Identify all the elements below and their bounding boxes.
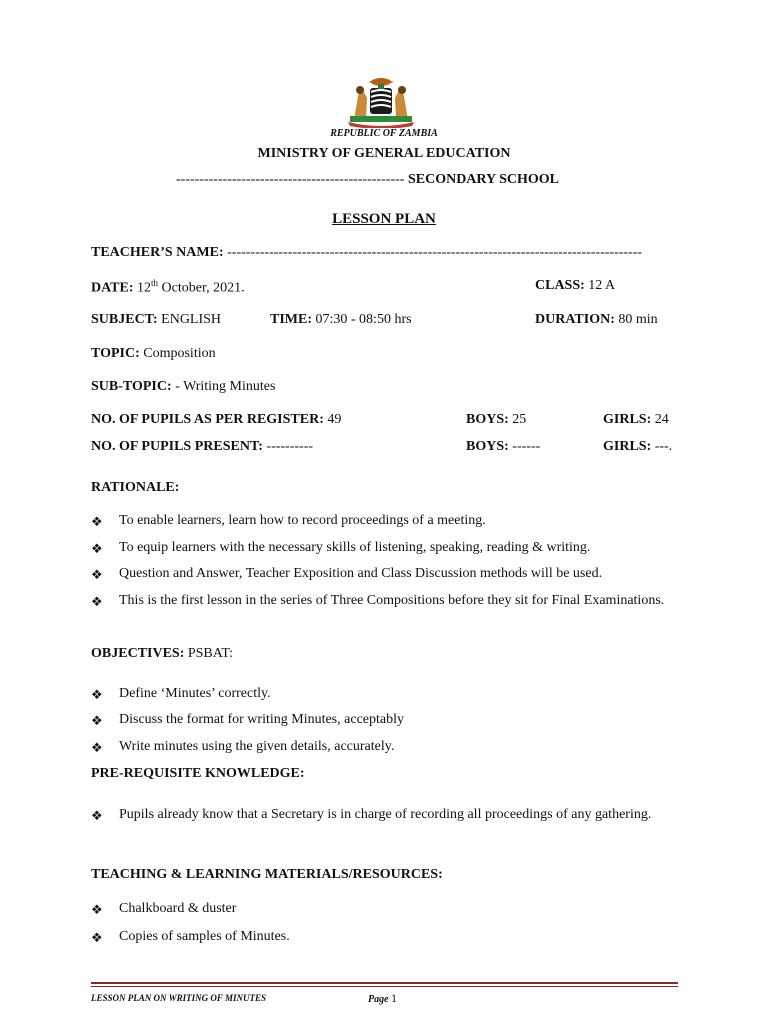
diamond-bullet-icon: ❖	[91, 902, 103, 917]
prerequisite-item: Pupils already know that a Secretary is in charge of recording all proceedings of any gathering.	[119, 807, 652, 822]
ministry-heading: MINISTRY OF GENERAL EDUCATION	[257, 146, 511, 161]
rationale-item: To enable learners, learn how to record proceedings of a meeting.	[119, 513, 486, 528]
date-field	[91, 278, 245, 297]
rationale-item: To equip learners with the necessary skills of listening, speaking, reading & writing.	[119, 540, 591, 555]
materials-heading: TEACHING & LEARNING MATERIALS/RESOURCES:	[91, 867, 443, 882]
prerequisite-heading: PRE-REQUISITE KNOWLEDGE:	[91, 766, 305, 781]
boys-register-value: 25	[512, 412, 527, 427]
date-label: DATE:	[91, 280, 134, 296]
school-name-blank: -------------------------------------------------	[176, 172, 405, 187]
objective-item: Discuss the format for writing Minutes, acceptably	[119, 712, 404, 727]
duration-label: DURATION:	[535, 312, 615, 327]
objectives-heading	[91, 646, 233, 662]
footer-rule-thin	[91, 986, 678, 987]
subject-label: SUBJECT:	[91, 312, 158, 327]
subtopic-field	[91, 379, 275, 395]
subtopic-label: SUB-TOPIC:	[91, 379, 172, 394]
school-label: SECONDARY SCHOOL	[407, 172, 560, 187]
objectives-label: OBJECTIVES:	[91, 646, 185, 661]
girls-label: GIRLS:	[603, 412, 652, 427]
diamond-bullet-icon: ❖	[91, 594, 103, 609]
diamond-bullet-icon: ❖	[91, 687, 103, 702]
duration-field	[535, 312, 658, 328]
teacher-name-label: TEACHER’S NAME:	[91, 245, 224, 260]
topic-field	[91, 346, 216, 362]
boys-label: BOYS:	[466, 412, 509, 427]
subject-value: ENGLISH	[161, 312, 222, 327]
republic-label: REPUBLIC OF ZAMBIA	[330, 128, 438, 139]
girls-register-field	[603, 412, 669, 428]
diamond-bullet-icon: ❖	[91, 514, 103, 529]
topic-value: Composition	[143, 346, 216, 361]
coat-of-arms-icon	[340, 76, 422, 128]
girls-label: GIRLS:	[603, 439, 652, 454]
present-field	[91, 439, 313, 455]
register-label: NO. OF PUPILS AS PER REGISTER:	[91, 412, 324, 427]
register-field	[91, 412, 341, 428]
page-title: LESSON PLAN	[332, 211, 436, 227]
time-field	[270, 312, 412, 328]
objective-item: Define ‘Minutes’ correctly.	[119, 686, 271, 701]
register-value: 49	[327, 412, 342, 427]
teacher-name-row	[91, 245, 642, 261]
topic-label: TOPIC:	[91, 346, 140, 361]
date-day: 12	[137, 280, 152, 296]
diamond-bullet-icon: ❖	[91, 541, 103, 556]
diamond-bullet-icon: ❖	[91, 930, 103, 945]
time-label: TIME:	[270, 312, 312, 327]
page-number-value: 1	[391, 991, 398, 1005]
diamond-bullet-icon: ❖	[91, 740, 103, 755]
objective-item: Write minutes using the given details, accurately.	[119, 739, 395, 754]
material-item: Copies of samples of Minutes.	[119, 929, 290, 944]
footer-rule	[91, 982, 678, 984]
class-value: 12 A	[588, 278, 616, 293]
page-label: Page	[368, 994, 389, 1005]
girls-present-field	[603, 439, 672, 455]
present-label: NO. OF PUPILS PRESENT:	[91, 439, 263, 454]
subject-field	[91, 312, 221, 328]
girls-register-value: 24	[654, 412, 669, 427]
boys-present-value: ------	[512, 439, 541, 454]
class-label: CLASS:	[535, 278, 585, 293]
girls-present-value: ---.	[654, 439, 673, 454]
time-value: 07:30 - 08:50 hrs	[315, 312, 412, 327]
page-number	[368, 991, 397, 1006]
objectives-suffix: PSBAT:	[187, 646, 234, 661]
school-line	[176, 172, 559, 188]
rationale-heading: RATIONALE:	[91, 480, 180, 495]
class-field	[535, 278, 615, 294]
boys-present-field	[466, 439, 540, 455]
diamond-bullet-icon: ❖	[91, 567, 103, 582]
date-rest: October, 2021.	[161, 280, 245, 296]
diamond-bullet-icon: ❖	[91, 713, 103, 728]
present-value: ----------	[266, 439, 314, 454]
boys-label: BOYS:	[466, 439, 509, 454]
duration-value: 80 min	[618, 312, 658, 327]
rationale-item: Question and Answer, Teacher Exposition and Class Discussion methods will be used.	[119, 566, 603, 581]
date-suffix: th	[151, 278, 159, 288]
material-item: Chalkboard & duster	[119, 901, 237, 916]
rationale-item: This is the first lesson in the series of Three Compositions before they sit for Final Examinations.	[119, 593, 665, 608]
footer-title: LESSON PLAN ON WRITING OF MINUTES	[91, 993, 266, 1003]
subtopic-value: - Writing Minutes	[175, 379, 276, 394]
diamond-bullet-icon: ❖	[91, 808, 103, 823]
boys-register-field	[466, 412, 526, 428]
teacher-name-value: -----------------------------------------------------------------------------------------	[227, 245, 643, 260]
